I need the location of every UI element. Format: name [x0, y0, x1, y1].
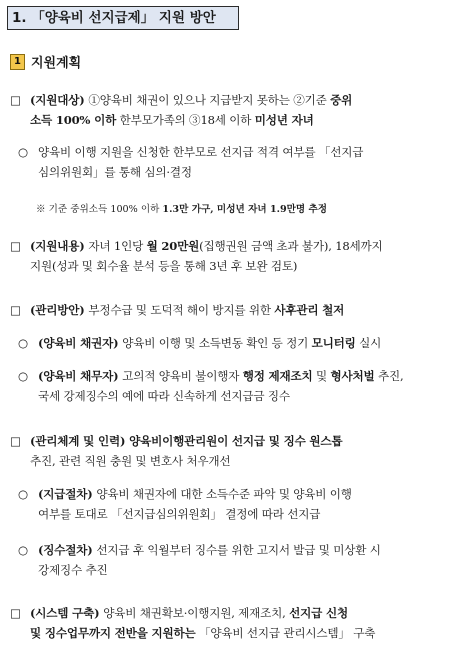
- collection-label: (징수절차): [38, 543, 97, 557]
- collection-text-2: 강제징수 추진: [38, 563, 108, 577]
- debtor-and: 및: [312, 369, 331, 383]
- management-emph: 사후관리 철저: [274, 303, 345, 317]
- debtor-text-3: 국세 강제징수의 예에 따라 신속하게 선지급금 징수: [38, 389, 290, 403]
- circle-bullet: ○: [18, 369, 28, 383]
- section-number-badge: 1: [10, 54, 25, 70]
- payment-text-2: 여부를 토대로 「선지급심의위원회」 결정에 따라 선지급: [38, 507, 321, 521]
- it-emph: 선지급 신청: [289, 606, 349, 620]
- collection-text: 선지급 후 익월부터 징수를 위한 고지서 발급 및 미상환 시: [96, 543, 381, 557]
- target-item: [10, 90, 456, 130]
- page-title: 1. 「양육비 선지급제」 지원 방안: [7, 6, 239, 30]
- target-label: (지원대상): [30, 93, 89, 107]
- it-text: 양육비 채권확보·이행지원, 제재조치,: [103, 606, 290, 620]
- section-heading: [10, 52, 81, 71]
- it-text-2: 「양육비 선지급 관리시스템」 구축: [195, 626, 376, 640]
- target-sub-text: 양육비 이행 지원을 신청한 한부모로 선지급 적격 여부를 「선지급: [38, 145, 364, 159]
- it-system-item: [10, 603, 456, 643]
- management-item: [10, 300, 456, 320]
- debtor-emph-criminal: 형사처벌: [330, 369, 375, 383]
- footnote-text: ※ 기준 중위소득 100% 이하: [36, 204, 163, 215]
- content-text: 자녀 1인당: [88, 239, 147, 253]
- debtor-label: (양육비 채무자): [38, 369, 123, 383]
- target-sub-text-2: 심의위원회」를 통해 심의·결정: [38, 165, 192, 179]
- box-bullet: □: [10, 303, 21, 317]
- circle-bullet: ○: [18, 336, 28, 350]
- target-text-2: 한부모가족의 ③18세 이하: [116, 113, 255, 127]
- section-label: 지원계획: [31, 56, 82, 71]
- target-sub-item: [18, 142, 456, 182]
- circle-bullet: ○: [18, 543, 28, 557]
- target-emph-income: 소득 100% 이하: [30, 113, 117, 127]
- box-bullet: □: [10, 239, 21, 253]
- system-label: (관리체계 및 인력): [30, 434, 130, 448]
- box-bullet: □: [10, 434, 21, 448]
- circle-bullet: ○: [18, 145, 28, 159]
- target-emph-minor: 미성년 자녀: [254, 113, 314, 127]
- collection-item: [18, 540, 456, 580]
- payment-item: [18, 484, 456, 524]
- debtor-text-2: 추진,: [374, 369, 404, 383]
- debtor-item: [18, 366, 456, 406]
- management-label: (관리방안): [30, 303, 89, 317]
- creditor-item: [18, 333, 456, 353]
- payment-text: 양육비 채권자에 대한 소득수준 파악 및 양육비 이행: [96, 487, 352, 501]
- content-text-2: (집행권원 금액 초과 불가), 18세까지: [199, 239, 383, 253]
- circle-bullet: ○: [18, 487, 28, 501]
- box-bullet: □: [10, 93, 21, 107]
- system-item: [10, 431, 456, 471]
- system-text: 추진, 관련 직원 충원 및 변호사 처우개선: [30, 454, 231, 468]
- debtor-emph-admin: 행정 제재조치: [242, 369, 313, 383]
- footnote-emph: 1.3만 가구, 미성년 자녀 1.9만명 추정: [162, 204, 328, 215]
- content-text-3: 지원(성과 및 회수율 분석 등을 통해 3년 후 보완 검토): [30, 259, 298, 273]
- creditor-text-2: 실시: [355, 336, 382, 350]
- creditor-text: 양육비 이행 및 소득변동 확인 등 정기: [122, 336, 312, 350]
- payment-label: (지급절차): [38, 487, 97, 501]
- content-label: (지원내용): [30, 239, 89, 253]
- content-item: [10, 236, 456, 276]
- it-emph-2: 및 징수업무까지 전반을 지원하는: [30, 626, 196, 640]
- creditor-emph: 모니터링: [311, 336, 356, 350]
- creditor-label: (양육비 채권자): [38, 336, 123, 350]
- target-text: ①양육비 채권이 있으나 지급받지 못하는 ②기준: [88, 93, 331, 107]
- footnote: [36, 201, 327, 215]
- target-emph: 중위: [330, 93, 353, 107]
- it-label: (시스템 구축): [30, 606, 104, 620]
- box-bullet: □: [10, 606, 21, 620]
- debtor-text: 고의적 양육비 불이행자: [122, 369, 243, 383]
- content-emph: 월 20만원: [146, 239, 200, 253]
- management-text: 부정수급 및 도덕적 해이 방지를 위한: [88, 303, 275, 317]
- system-emph: 양육비이행관리원이 선지급 및 징수 원스톱: [129, 434, 343, 448]
